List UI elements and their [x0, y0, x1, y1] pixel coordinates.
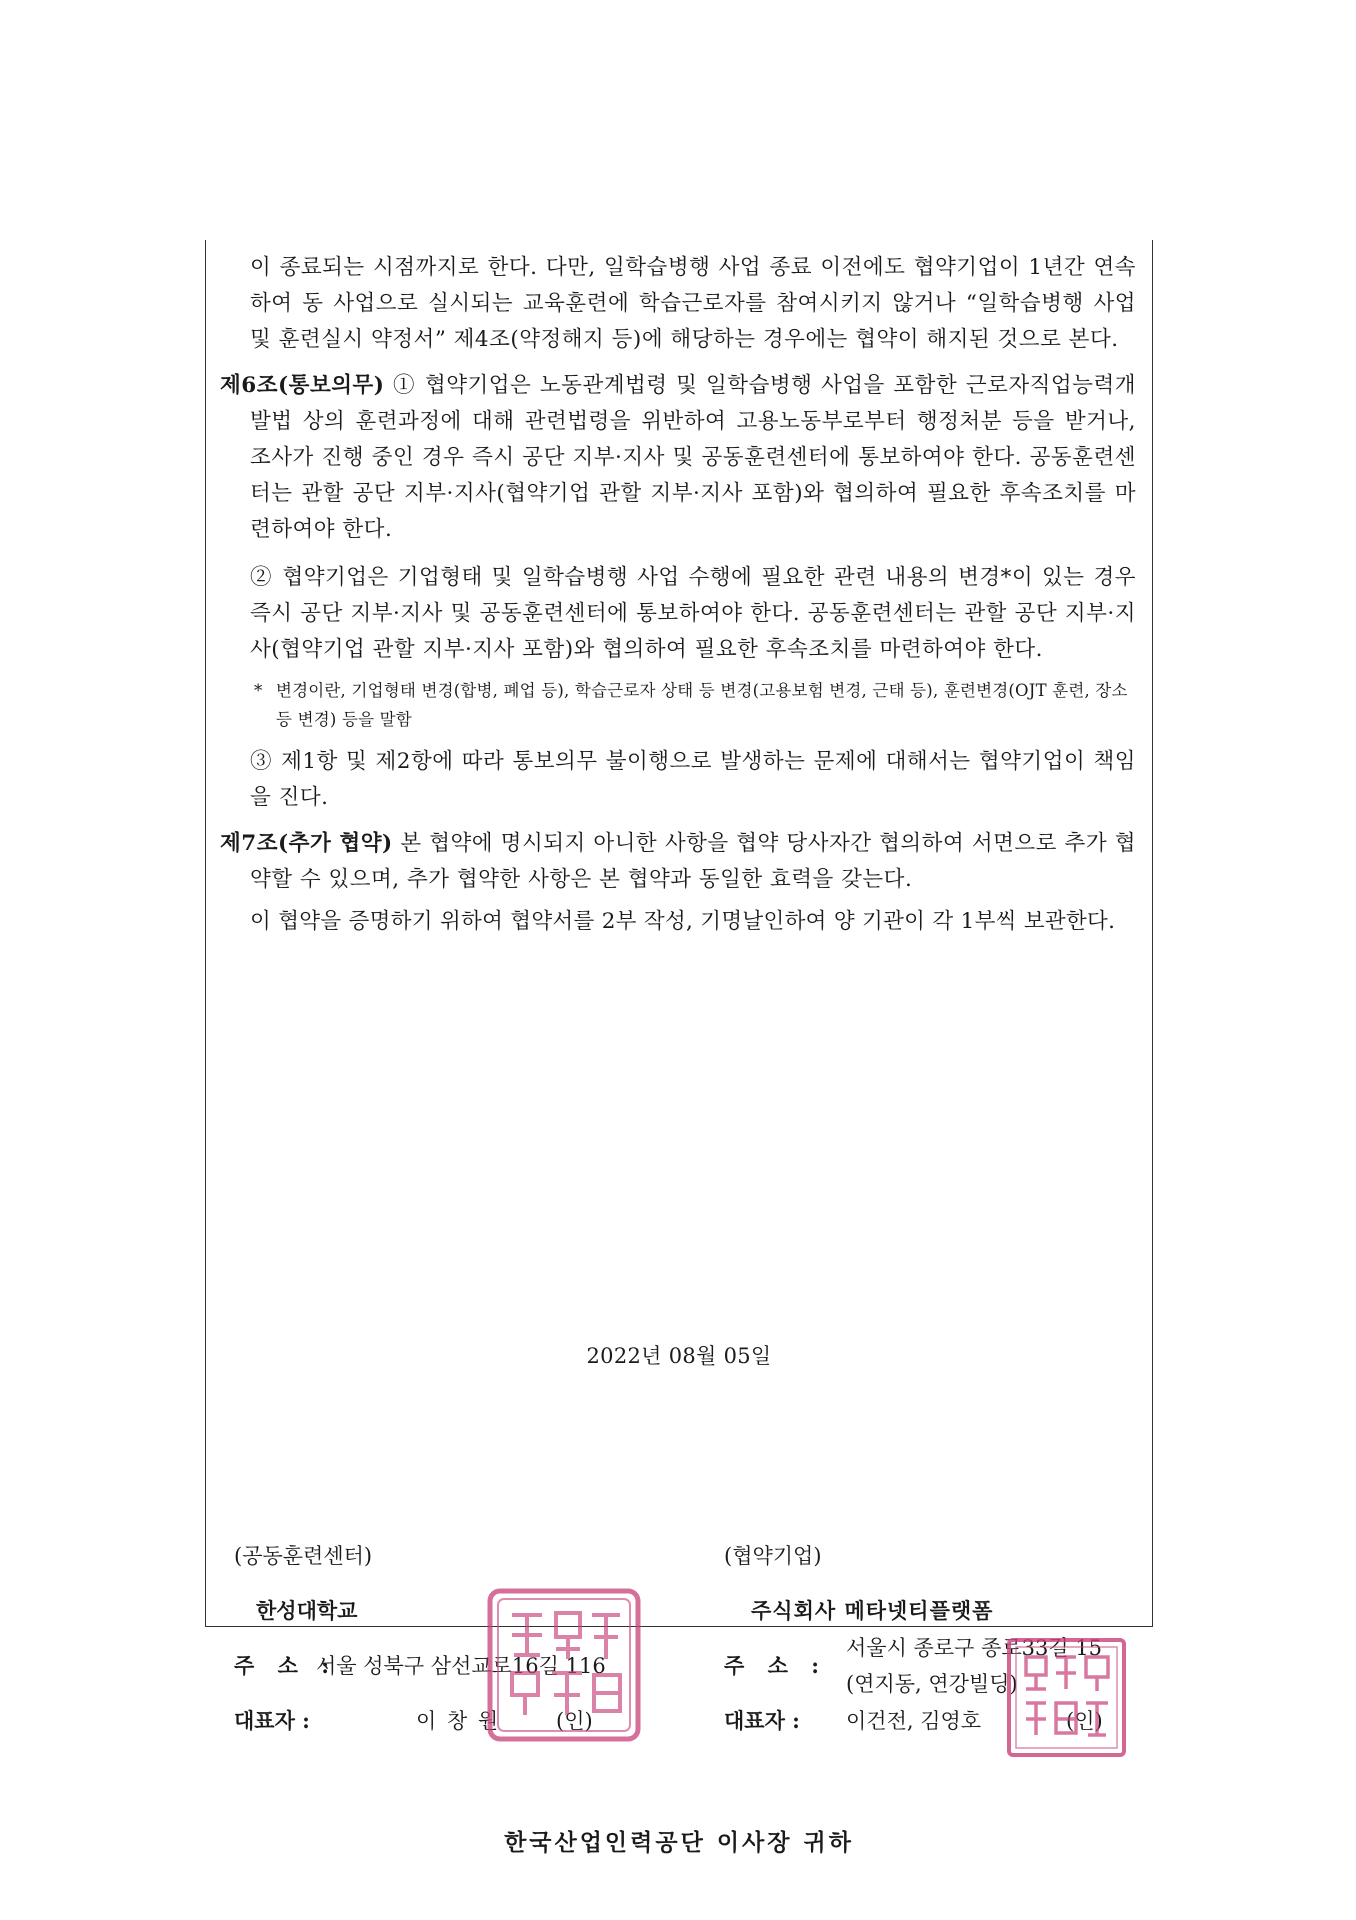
- right-party-name: 주식회사 메타넷티플랫폼: [751, 1598, 994, 1623]
- right-address-line2: (연지동, 연강빌딩): [846, 1672, 1018, 1696]
- article7-heading: 제7조(추가 협약): [220, 831, 393, 856]
- footnote-star: *: [254, 681, 263, 700]
- article6-paragraph1: ① 협약기업은 노동관계법령 및 일학습병행 사업을 포함한 근로자직업능력개발법 상의 훈련과정에 대해 관련법령을 위반하여 고용노동부로부터 행정처분 등을 받거나, 조사가 진행 중인 경우 즉시 공단 지부·지사 및 공동훈련센터에 통보하여야 한다. 공동훈련센터는 관할 공단 지부·지사(협약기업 관할 지부·지사 포함)와 협의하여 필요한 후속조치를 마련하여야 한다.: [250, 373, 1136, 542]
- right-rep-label: 대표자 :: [724, 1708, 800, 1733]
- left-party-role: (공동훈련센터): [234, 1544, 373, 1568]
- article5-tail: 이 종료되는 시점까지로 한다. 다만, 일학습병행 사업 종료 이전에도 협약기업이 1년간 연속하여 동 사업으로 실시되는 교육훈련에 학습근로자를 참여시키지 않거나 “일학습병행 사업 및 훈련실시 약정서” 제4조(약정해지 등)에 해당하는 경우에는 협약이 해지된 것으로 본다.: [250, 255, 1136, 352]
- addressee-title: 한국산업인력공단 이사장 귀하: [504, 1829, 854, 1856]
- article6-heading: 제6조(통보의무): [220, 373, 385, 398]
- document-frame: [205, 240, 1153, 1856]
- right-address-line1: 서울시 종로구 종로33길 15: [846, 1636, 1103, 1660]
- change-footnote: [220, 676, 1136, 734]
- closing-statement: 이 협약을 증명하기 위하여 협약서를 2부 작성, 기명날인하여 양 기관이 각 1부씩 보관한다.: [250, 909, 1116, 934]
- right-address-label: 주 소 :: [724, 1653, 827, 1678]
- footnote-text: 변경이란, 기업형태 변경(합병, 폐업 등), 학습근로자 상태 등 변경(고용보험 변경, 근태 등), 훈련변경(OJT 훈련, 장소 등 변경) 등을 말함: [276, 681, 1128, 729]
- document-body: [206, 240, 1152, 962]
- left-address-label: 주 소 :: [234, 1653, 337, 1678]
- right-company-seal: [1004, 1635, 1129, 1760]
- article6-paragraph2: ② 협약기업은 기업형태 및 일학습병행 사업 수행에 필요한 관련 내용의 변경*이 있는 경우 즉시 공단 지부·지사 및 공동훈련센터에 통보하여야 한다. 공동훈련센터는 관할 공단 지부·지사(협약기업 관할 지부·지사 포함)와 협의하여 필요한 후속조치를 마련하여야 한다.: [250, 565, 1136, 662]
- article6-paragraph3: ③ 제1항 및 제2항에 따라 통보의무 불이행으로 발생하는 문제에 대해서는 협약기업이 책임을 진다.: [250, 749, 1136, 810]
- left-rep-name: 이 창 원: [416, 1709, 501, 1733]
- right-seal-mark: (인): [1066, 1709, 1103, 1733]
- agreement-date: 2022년 08월 05일: [586, 1344, 772, 1368]
- article6-p1: [220, 368, 1136, 548]
- left-official-seal: [484, 1585, 644, 1745]
- left-party-name: 한성대학교: [256, 1598, 358, 1623]
- article7-body: 본 협약에 명시되지 아니한 사항을 협약 당사자간 협의하여 서면으로 추가 협약할 수 있으며, 추가 협약한 사항은 본 협약과 동일한 효력을 갖는다.: [250, 831, 1136, 892]
- left-address: 서울 성북구 삼선교로16길 116: [316, 1654, 606, 1678]
- right-rep-name: 이건전, 김영호: [846, 1709, 982, 1733]
- left-seal-mark: (인): [556, 1709, 593, 1733]
- article7: [220, 826, 1136, 898]
- right-party-role: (협약기업): [724, 1544, 822, 1568]
- left-rep-label: 대표자 :: [234, 1708, 310, 1733]
